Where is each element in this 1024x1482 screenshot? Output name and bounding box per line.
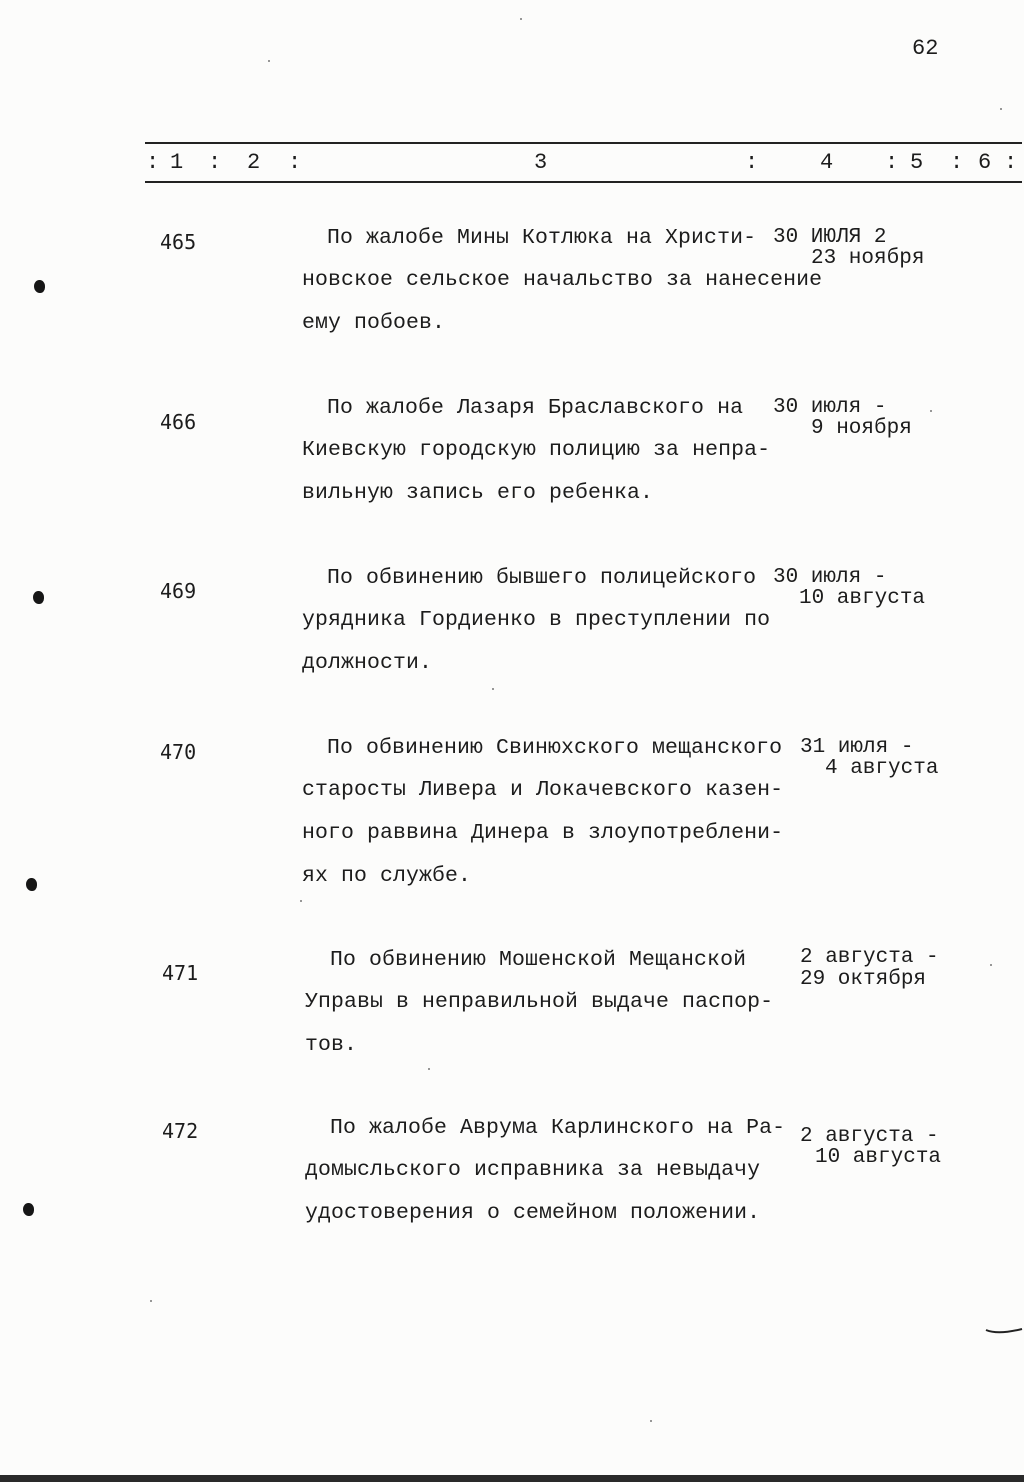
entry-text-line: По обвинению бывшего полицейского xyxy=(327,566,757,590)
entry-date-start: 30 июля - xyxy=(773,396,887,419)
entry-date-end: 10 августа xyxy=(815,1146,942,1169)
header-top-rule xyxy=(145,142,1022,144)
column-header-1: 1 xyxy=(170,150,184,175)
entry-text-line: домысльского исправника за невыдачу xyxy=(305,1158,761,1182)
entry-text-line: По жалобе Аврума Карлинского на Ра- xyxy=(330,1116,786,1140)
scan-speck xyxy=(1000,108,1002,110)
punch-mark xyxy=(33,591,44,604)
page-number: 62 xyxy=(912,36,939,61)
entry-text-line: урядника Гордиенко в преступлении по xyxy=(302,608,771,632)
entry-text-line: Управы в неправильной выдаче паспор- xyxy=(305,990,774,1014)
entry-text-line: Киевскую городскую полицию за непра- xyxy=(302,438,771,462)
entry-date-end: 9 ноября xyxy=(811,417,912,440)
entry-number: 471 xyxy=(162,961,199,985)
punch-mark xyxy=(26,878,37,891)
entry-number: 470 xyxy=(160,740,197,764)
column-separator: : xyxy=(950,150,964,175)
entry-text-line: ях по службе. xyxy=(302,864,472,888)
entry-text-line: ему побоев. xyxy=(302,311,446,335)
entry-text-line: По жалобе Лазаря Браславского на xyxy=(327,396,744,420)
entry-text-line: старосты Ливера и Локачевского казен- xyxy=(302,778,784,802)
scan-speck xyxy=(990,964,992,966)
scan-speck xyxy=(492,688,494,690)
scan-speck xyxy=(520,18,522,20)
entry-date-end: 23 ноября xyxy=(811,247,925,270)
entry-number: 469 xyxy=(160,579,197,603)
punch-mark xyxy=(34,280,45,293)
entry-text-line: вильную запись его ребенка. xyxy=(302,481,654,505)
entry-number: 466 xyxy=(160,410,197,434)
entry-date-end: 29 октября xyxy=(800,968,927,991)
column-separator: : xyxy=(885,150,899,175)
scan-speck xyxy=(150,1300,152,1302)
entry-text-line: По жалобе Мины Котлюка на Христи- xyxy=(327,226,757,250)
entry-date-end: 10 августа xyxy=(799,587,926,610)
entry-date-start: 2 августа - xyxy=(800,1125,939,1148)
column-separator: : xyxy=(745,150,759,175)
scan-speck xyxy=(300,900,302,902)
entry-number: 465 xyxy=(160,230,197,254)
column-header-4: 4 xyxy=(820,150,834,175)
entry-date-end: 4 августа xyxy=(825,757,939,780)
column-separator: : xyxy=(208,150,222,175)
column-separator: : xyxy=(146,150,160,175)
column-header-3: 3 xyxy=(534,150,548,175)
entry-text-line: тов. xyxy=(305,1033,358,1057)
entry-number: 472 xyxy=(162,1119,199,1143)
column-separator: : xyxy=(1004,150,1018,175)
header-bottom-rule xyxy=(145,181,1022,183)
scan-speck xyxy=(650,1420,652,1422)
column-header-6: 6 xyxy=(978,150,992,175)
entry-date-start: 30 июля - xyxy=(773,566,887,589)
scan-speck xyxy=(428,1068,430,1070)
entry-text-line: По обвинению Мошенской Мещанской xyxy=(330,948,747,972)
scan-edge xyxy=(0,1475,1024,1482)
column-header-2: 2 xyxy=(247,150,261,175)
entry-text-line: новское сельское начальство за нанесение xyxy=(302,268,823,292)
entry-text-line: удостоверения о семейном положении. xyxy=(305,1201,761,1225)
entry-date-start: 31 июля - xyxy=(800,736,914,759)
column-separator: : xyxy=(288,150,302,175)
punch-mark xyxy=(23,1203,34,1216)
scan-speck xyxy=(268,60,270,62)
entry-text-line: должности. xyxy=(302,651,433,675)
entry-text-line: По обвинению Свинюхского мещанского xyxy=(327,736,783,760)
entry-text-line: ного раввина Динера в злоупотреблени- xyxy=(302,821,784,845)
margin-stroke xyxy=(984,1322,1024,1338)
entry-date-start: 30 ИЮЛЯ 2 xyxy=(773,226,887,249)
scan-speck xyxy=(930,410,932,412)
entry-date-start: 2 августа - xyxy=(800,946,939,969)
column-header-5: 5 xyxy=(910,150,924,175)
